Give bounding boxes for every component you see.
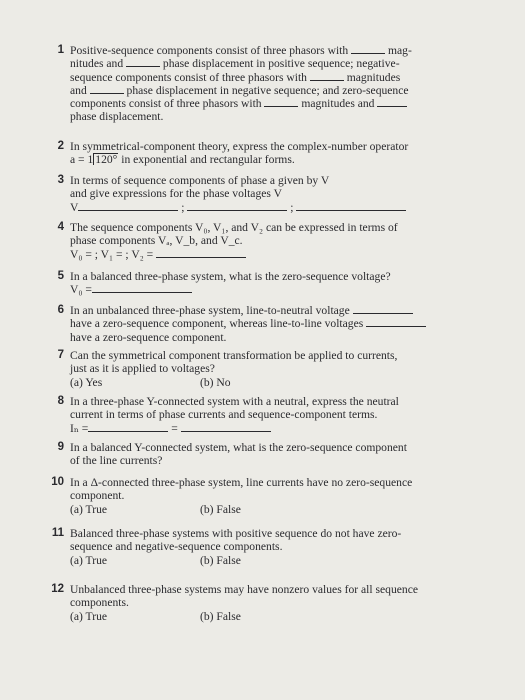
blank[interactable] bbox=[90, 84, 124, 94]
blank[interactable] bbox=[353, 304, 413, 314]
blank[interactable] bbox=[156, 248, 246, 258]
question-number: 3 bbox=[57, 174, 64, 186]
question-6: 6 In an unbalanced three-phase system, line-to-neutral voltage have a zero-sequence component, whereas line-to-line voltages have a zero-sequence component. bbox=[50, 304, 475, 344]
blank[interactable] bbox=[264, 97, 298, 107]
blank[interactable] bbox=[181, 422, 271, 432]
question-1: 1 Positive-sequence components consist of three phasors with mag- nitudes and phase displacement in positive sequence; negative- sequence components consist of three phasors with magnitudes and phase displacement in negative sequence; and zero-sequence components consist of three phasors with magnitudes and phase displacement. bbox=[50, 44, 475, 124]
question-12: 12 Unbalanced three-phase systems may have nonzero values for all sequence components. (a) True (b) False bbox=[51, 583, 418, 623]
blank[interactable] bbox=[88, 422, 168, 432]
blank[interactable] bbox=[78, 201, 178, 211]
question-number: 4 bbox=[57, 221, 64, 233]
question-4: 4 The sequence components V₀, V₁, and V₂ can be expressed in terms of phase components Vₐ, V_b, and V_c. V₀ = ; V₁ = ; V₂ = bbox=[50, 221, 475, 261]
blank[interactable] bbox=[187, 201, 287, 211]
option-b[interactable]: (b) False bbox=[200, 502, 241, 516]
blank[interactable] bbox=[92, 283, 192, 293]
question-number: 6 bbox=[57, 304, 64, 316]
blank[interactable] bbox=[126, 57, 160, 67]
option-a[interactable]: (a) True bbox=[70, 553, 108, 567]
option-b[interactable]: (b) No bbox=[200, 375, 231, 389]
question-number: 9 bbox=[57, 441, 64, 453]
question-number: 11 bbox=[51, 527, 64, 539]
option-a[interactable]: (a) Yes bbox=[70, 375, 103, 389]
question-number: 10 bbox=[51, 476, 64, 488]
blank[interactable] bbox=[377, 97, 407, 107]
question-5: 5 In a balanced three-phase system, what is the zero-sequence voltage? V₀ = bbox=[50, 270, 475, 297]
question-3: 3 In terms of sequence components of phase a given by V and give expressions for the phase voltages V V ; ; bbox=[50, 174, 475, 214]
question-number: 8 bbox=[57, 395, 64, 407]
option-a[interactable]: (a) True bbox=[70, 609, 108, 623]
question-number: 5 bbox=[57, 270, 64, 282]
option-b[interactable]: (b) False bbox=[200, 553, 241, 567]
question-2: 2 In symmetrical-component theory, express the complex-number operator a = 1 120° in exponential and rectangular forms. bbox=[50, 140, 475, 167]
question-number: 12 bbox=[51, 583, 64, 595]
option-b[interactable]: (b) False bbox=[200, 609, 241, 623]
blank[interactable] bbox=[296, 201, 406, 211]
question-11: 11 Balanced three-phase systems with positive sequence do not have zero- sequence and negative-sequence components. (a) True (b) False bbox=[51, 527, 402, 567]
question-number: 1 bbox=[57, 44, 64, 56]
blank[interactable] bbox=[310, 71, 344, 81]
question-number: 2 bbox=[57, 140, 64, 152]
question-7: 7 Can the symmetrical component transformation be applied to currents, just as it is applied to voltages? (a) Yes (b) No bbox=[50, 349, 475, 389]
option-a[interactable]: (a) True bbox=[70, 502, 108, 516]
blank[interactable] bbox=[351, 44, 385, 54]
blank[interactable] bbox=[366, 317, 426, 327]
question-number: 7 bbox=[57, 349, 64, 361]
question-8: 8 In a three-phase Y-connected system with a neutral, express the neutral current in terms of phase currents and sequence-component terms. Iₙ = = bbox=[50, 395, 475, 435]
question-10: 10 In a Δ-connected three-phase system, line currents have no zero-sequence component. (a) True (b) False bbox=[51, 476, 413, 516]
question-9: 9 In a balanced Y-connected system, what is the zero-sequence component of the line currents? bbox=[50, 441, 475, 468]
